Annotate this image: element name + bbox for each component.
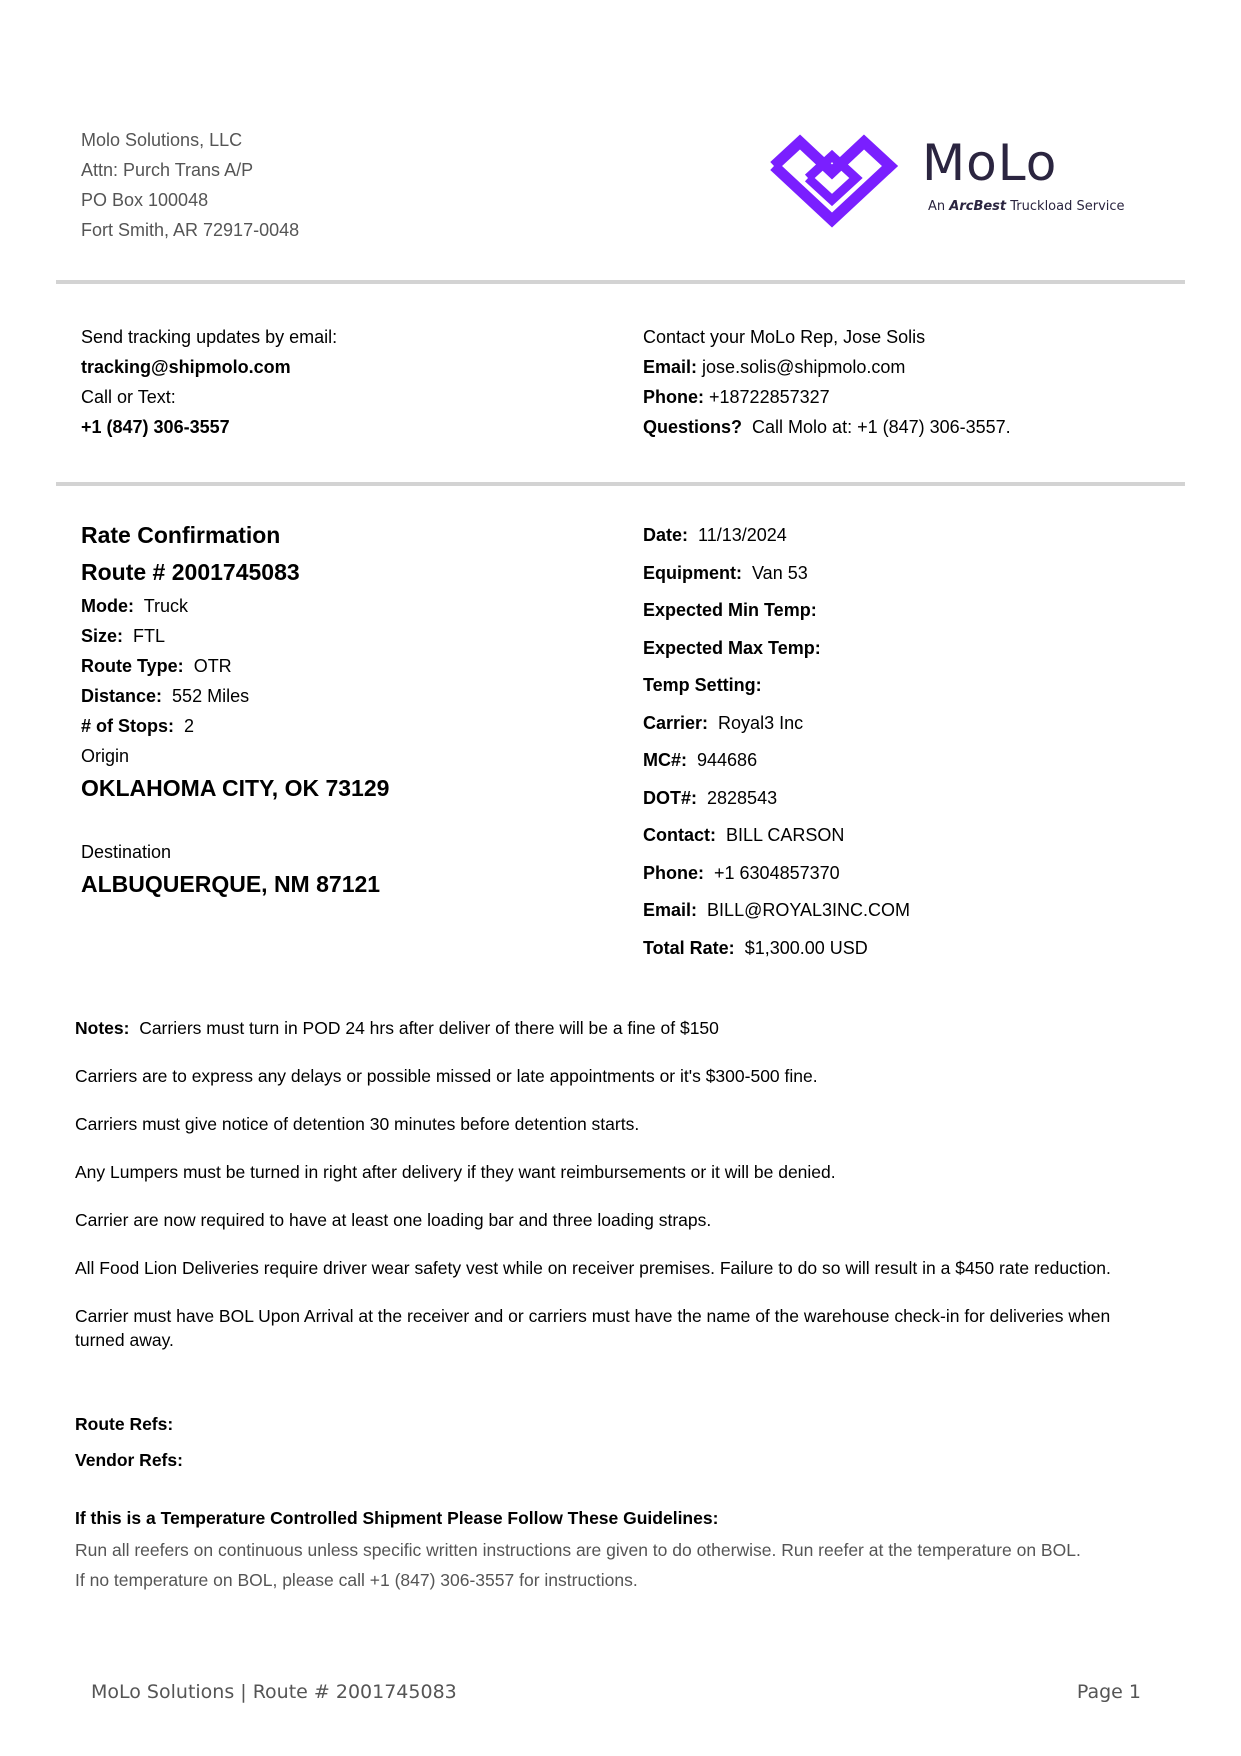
size-label: Size: [81,626,124,646]
tracking-email[interactable]: tracking@shipmolo.com [81,357,291,377]
stops-row [81,711,389,741]
total-rate-value: $1,300.00 USD [744,937,868,958]
date-value: 11/13/2024 [698,525,787,545]
mode-label: Mode: [81,596,134,616]
size-row [81,621,389,651]
mc-row [643,745,910,783]
rep-email[interactable]: jose.solis@shipmolo.com [702,357,906,377]
note-item: Carrier must have BOL Upon Arrival at the receiver and or carriers must have the name of the warehouse check-in for deliveries when turned away. [75,1306,1111,1350]
equipment-row [643,558,910,596]
address-line: Molo Solutions, LLC [81,130,243,150]
notes-section [75,1016,1155,1376]
max-temp-label: Expected Max Temp: [643,637,821,658]
notes-label: Notes: [75,1018,130,1038]
vendor-refs-label: Vendor Refs: [75,1450,183,1470]
rep-intro: Contact your MoLo Rep, Jose Solis [643,327,926,347]
molo-mark-icon [766,132,898,228]
questions-text: Call Molo at: +1 (847) 306-3557. [752,417,1011,437]
rate-confirmation-title: Rate Confirmation [81,522,281,548]
min-temp-row [643,595,910,633]
total-rate-row [643,933,910,971]
carrier-email-row [643,895,910,933]
destination-city: ALBUQUERQUE, NM 87121 [81,871,381,897]
origin-label: Origin [81,746,130,766]
note-item: Carrier are now required to have at least one loading bar and three loading straps. [75,1210,712,1230]
note-item [75,1016,1155,1040]
divider [56,482,1185,486]
origin-city: OKLAHOMA CITY, OK 73129 [81,775,390,801]
total-rate-label: Total Rate: [643,937,735,958]
temp-guideline-line: If no temperature on BOL, please call +1 (847) 306-3557 for instructions. [75,1570,638,1590]
route-refs-label: Route Refs: [75,1414,174,1434]
distance-row [81,681,389,711]
footer-page-number: Page 1 [1076,1681,1141,1703]
route-summary [81,591,389,897]
date-label: Date: [643,525,689,545]
carrier-row [643,708,910,746]
carrier-label: Carrier: [643,712,709,733]
carrier-phone-row [643,858,910,896]
rep-questions-row [643,412,1011,442]
dot-label: DOT#: [643,787,697,808]
route-number: Route # 2001745083 [81,559,300,585]
min-temp-label: Expected Min Temp: [643,600,817,620]
refs-section [75,1412,183,1484]
contact-row [643,820,910,858]
note-item: All Food Lion Deliveries require driver wear safety vest while on receiver premises. Failure to do so will result in a $450 rate reduction. [75,1258,1111,1278]
tracking-intro: Send tracking updates by email: [81,327,338,347]
company-address [81,125,299,245]
temp-setting-label: Temp Setting: [643,675,762,695]
equipment-label: Equipment: [643,562,742,583]
stops-label: # of Stops: [81,716,174,736]
logo-sub-brand: ArcBest [949,199,1007,214]
temp-guideline-line: Run all reefers on continuous unless specific written instructions are given to do otherwise. Run reefer at the temperature on BOL. [75,1540,1081,1560]
tracking-info [81,322,337,442]
size-value: FTL [133,626,166,646]
rep-email-row [643,352,1011,382]
address-line: Attn: Purch Trans A/P [81,160,254,180]
distance-value: 552 Miles [172,686,250,706]
route-type-value: OTR [193,656,232,676]
mode-row [81,591,389,621]
rep-email-label: Email: [643,357,698,377]
note-item: Any Lumpers must be turned in right after delivery if they want reimbursements or it will be denied. [75,1162,836,1182]
note-item: Carriers are to express any delays or possible missed or late appointments or it's $300-500 fine. [75,1066,818,1086]
rep-info [643,322,1011,442]
note-first: Carriers must turn in POD 24 hrs after deliver of there will be a fine of $150 [139,1018,719,1038]
stops-value: 2 [184,716,195,736]
route-type-label: Route Type: [81,656,184,676]
molo-logo [766,128,1146,228]
date-row [643,520,910,558]
rep-phone[interactable]: +18722857327 [709,387,830,407]
mc-label: MC#: [643,750,687,770]
mode-value: Truck [143,596,189,616]
logo-sub-prefix: An [928,199,946,214]
rep-phone-row [643,382,1011,412]
carrier-email-label: Email: [643,900,698,920]
load-details [643,520,910,970]
distance-label: Distance: [81,686,163,706]
temp-guidelines-text [75,1535,1175,1595]
equipment-value: Van 53 [752,562,808,583]
address-line: PO Box 100048 [81,190,209,210]
temp-guidelines-heading: If this is a Temperature Controlled Shipment Please Follow These Guidelines: [75,1508,719,1528]
logo-wordmark: MoLo [922,134,1058,192]
questions-label: Questions? [643,417,743,437]
carrier-email-value[interactable]: BILL@ROYAL3INC.COM [707,900,911,920]
dot-value: 2828543 [707,787,778,808]
divider [56,280,1185,284]
note-item: Carriers must give notice of detention 30 minutes before detention starts. [75,1114,640,1134]
call-label: Call or Text: [81,387,176,407]
carrier-value: Royal3 Inc [718,712,804,733]
address-line: Fort Smith, AR 72917-0048 [81,220,300,240]
temp-setting-row [643,670,910,708]
max-temp-row [643,633,910,671]
mc-value: 944686 [697,750,758,770]
footer-route: MoLo Solutions | Route # 2001745083 [91,1681,457,1703]
destination-label: Destination [81,842,172,862]
tracking-phone[interactable]: +1 (847) 306-3557 [81,417,230,437]
contact-value: BILL CARSON [726,825,845,845]
contact-label: Contact: [643,825,716,845]
carrier-phone-value[interactable]: +1 6304857370 [714,862,840,883]
carrier-phone-label: Phone: [643,862,704,883]
logo-subtitle [928,199,1125,214]
logo-sub-suffix: Truckload Service [1010,199,1125,214]
dot-row [643,783,910,821]
route-type-row [81,651,389,681]
rep-phone-label: Phone: [643,387,704,407]
